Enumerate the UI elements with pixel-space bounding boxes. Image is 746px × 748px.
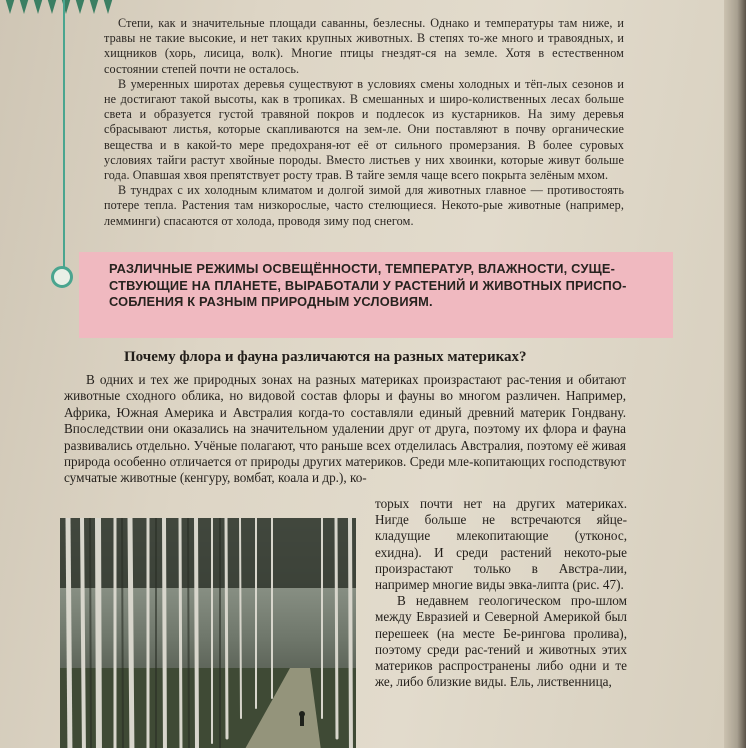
section-paragraph: В одних и тех же природных зонах на разных материках произрастают рас-тения и обитают животные сходного облика, но видовой состав флоры и фауны во многом различен. Например, Африка, Южная Америка и Австралия когда-то составляли единый древний материк Гондвану. Впоследствии они оказались на значительном удалении друг от друга, поэтому их флора и фауна развивались отдельно. Учёные полагают, что раньше всех отделилась Австралия, поэтому её живая природа особенно отличается от природы других материков. Среди мле-копитающих господствуют сумчатые животные (кенгуру, вомбат, коала и др.), ко- [64,372,626,486]
column-paragraph-2: В недавнем геологическом про-шлом между Евразией и Северной Америкой был перешеек (на месте Бе-рингова пролива), поэтому среди рас-тений и животных этих материков распространены либо одни и те же, либо близкие виды. Ель, лиственница, [375,593,627,690]
paragraph-temperate: В умеренных широтах деревья существуют в условиях смены холодных и тёп-лых сезонов и не достигают такой высоты, как в тропиках. В смешанных и широ-колиственных лесах больше света и образуется густой травяной покров и подлесок из кустарников. На зиму деревья сбрасывают листья, которые скапливаются на зем-ле. Они поставляют в почву органические вещества и в какой-то мере предохраня-ют её от сильного промерзания. В более суровых условиях тайги растут хвойные породы. Вместо листьев у них хвоинки, которые живут больше года. Опавшая хвоя препятствует росту трав. В тайге земля чаще всего покрыта зелёным мхом. [104,76,624,183]
section-text [64,372,626,487]
paragraph-tundra: В тундрах с их холодным климатом и долгой зимой для животных главное — противостоять потере тепла. Растения там низкорослые, часто стелющиеся. Некото-рые животные (например, лемминги) спасаются от холода, проводя зиму под снегом. [104,183,624,228]
section-heading: Почему флора и фауна различаются на разных материках? [124,349,527,365]
page-edge-shadow [724,0,746,748]
top-text-block [104,16,624,229]
eucalyptus-forest-image [60,518,356,748]
forest-photo [60,518,356,748]
key-idea-callout [79,252,673,338]
decorative-ornament [0,0,118,20]
paragraph-steppe: Степи, как и значительные площади саванны, безлесны. Однако и температуры там ниже, и травы не такие высокие, и нет таких крупных животных. В степях то-же много и травоядных, и хищников (хорь, лисица, волк). Многие птицы гнездят-ся на земле. Хотя в естественном состоянии степей почти не осталось. [104,16,624,76]
margin-accent-line [63,0,65,278]
margin-accent-dot [51,266,73,288]
callout-text: РАЗЛИЧНЫЕ РЕЖИМЫ ОСВЕЩЁННОСТИ, ТЕМПЕРАТУР, ВЛАЖНОСТИ, СУЩЕ-СТВУЮЩИЕ НА ПЛАНЕТЕ, ВЫРАБОТАЛИ У РАСТЕНИЙ И ЖИВОТНЫХ ПРИСПО-СОБЛЕНИЯ К РАЗНЫМ ПРИРОДНЫМ УСЛОВИЯМ. [109,261,627,309]
column-paragraph-1: торых почти нет на других материках. Нигде больше не встречаются яйце-кладущие млекопитающие (утконос, ехидна). И среди растений некото-рые произрастают только в Австра-лии, например многие виды эвка-липта (рис. 47). [375,496,627,593]
right-column-text [375,496,627,690]
